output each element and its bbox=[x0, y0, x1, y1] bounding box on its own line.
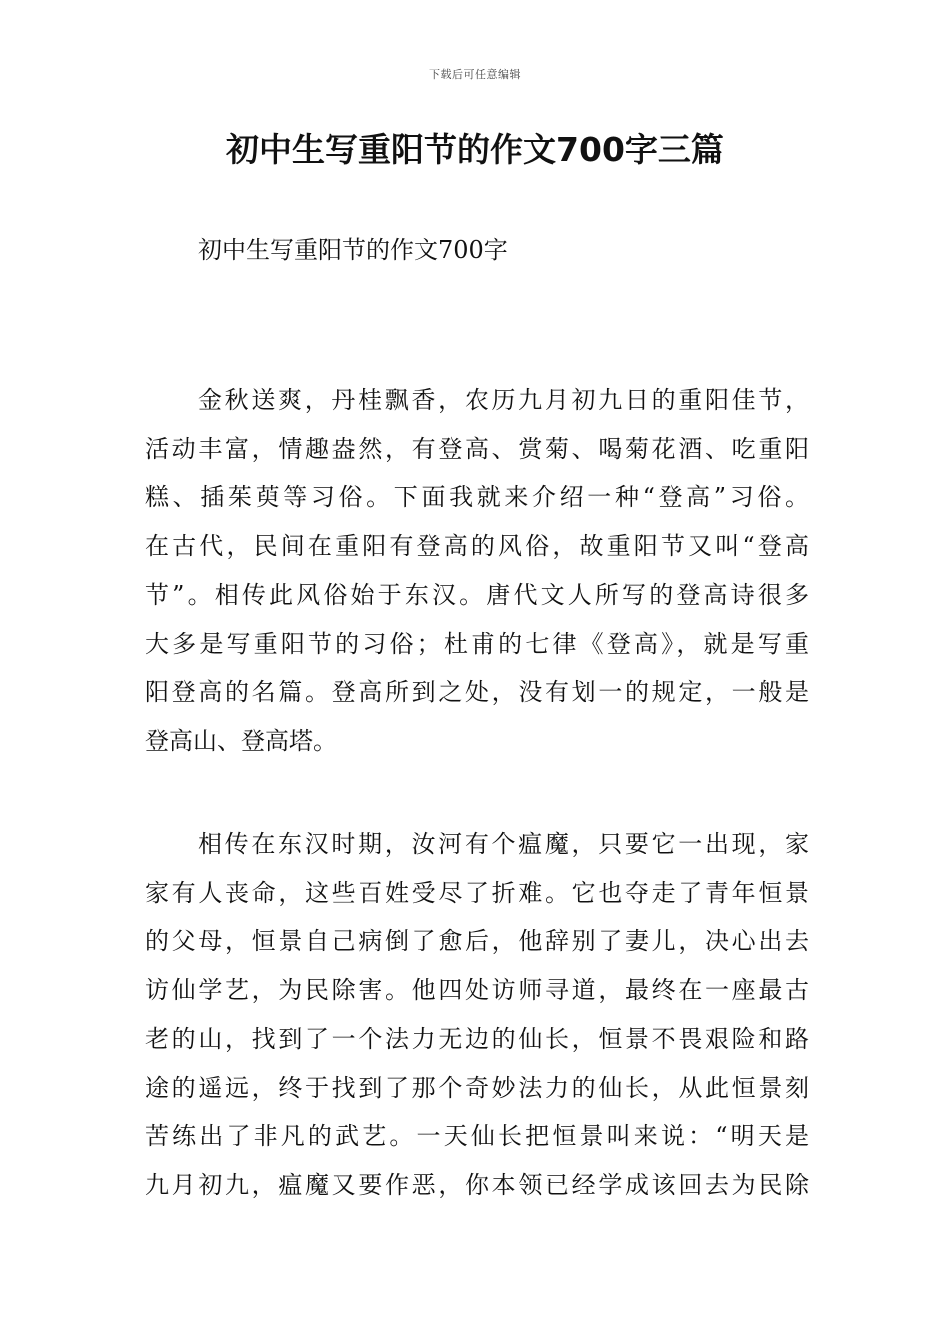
paragraph-1 bbox=[145, 376, 809, 766]
paragraph-line: 阳登高的名篇。登高所到之处，没有划一的规定，一般是 bbox=[145, 678, 809, 707]
paragraph-2 bbox=[145, 820, 809, 1210]
essay-subtitle: 初中生写重阳节的作文700字 bbox=[198, 236, 508, 264]
paragraph-line: 访仙学艺，为民除害。他四处访师寻道，最终在一座最古 bbox=[145, 976, 809, 1005]
header-note: 下载后可任意编辑 bbox=[429, 68, 521, 81]
paragraph-line: 家有人丧命，这些百姓受尽了折难。它也夺走了青年恒景 bbox=[145, 878, 809, 907]
paragraph-line: 大多是写重阳节的习俗；杜甫的七律《登高》，就是写重 bbox=[145, 629, 809, 658]
paragraph-line: 节”。相传此风俗始于东汉。唐代文人所写的登高诗很多 bbox=[145, 580, 809, 609]
paragraph-line: 苦练出了非凡的武艺。一天仙长把恒景叫来说：“明天是 bbox=[145, 1122, 809, 1151]
paragraph-line: 相传在东汉时期，汝河有个瘟魔，只要它一出现，家 bbox=[198, 830, 809, 858]
paragraph-line: 途的遥远，终于找到了那个奇妙法力的仙长，从此恒景刻 bbox=[145, 1073, 809, 1102]
paragraph-line: 老的山，找到了一个法力无边的仙长，恒景不畏艰险和路 bbox=[145, 1024, 809, 1053]
paragraph-line: 金秋送爽，丹桂飘香，农历九月初九日的重阳佳节， bbox=[198, 386, 809, 414]
paragraph-line: 登高山、登高塔。 bbox=[145, 726, 337, 755]
paragraph-line: 糕、插茱萸等习俗。下面我就来介绍一种“登高”习俗。 bbox=[145, 483, 809, 512]
paragraph-line: 在古代，民间在重阳有登高的风俗，故重阳节又叫“登高 bbox=[145, 532, 809, 561]
paragraph-line: 活动丰富，情趣盎然，有登高、赏菊、喝菊花酒、吃重阳 bbox=[145, 434, 809, 463]
paragraph-line: 的父母，恒景自己病倒了愈后，他辞别了妻儿，决心出去 bbox=[145, 927, 809, 956]
document-title: 初中生写重阳节的作文700字三篇 bbox=[226, 130, 724, 169]
paragraph-line: 九月初九，瘟魔又要作恶，你本领已经学成该回去为民除 bbox=[145, 1170, 809, 1199]
